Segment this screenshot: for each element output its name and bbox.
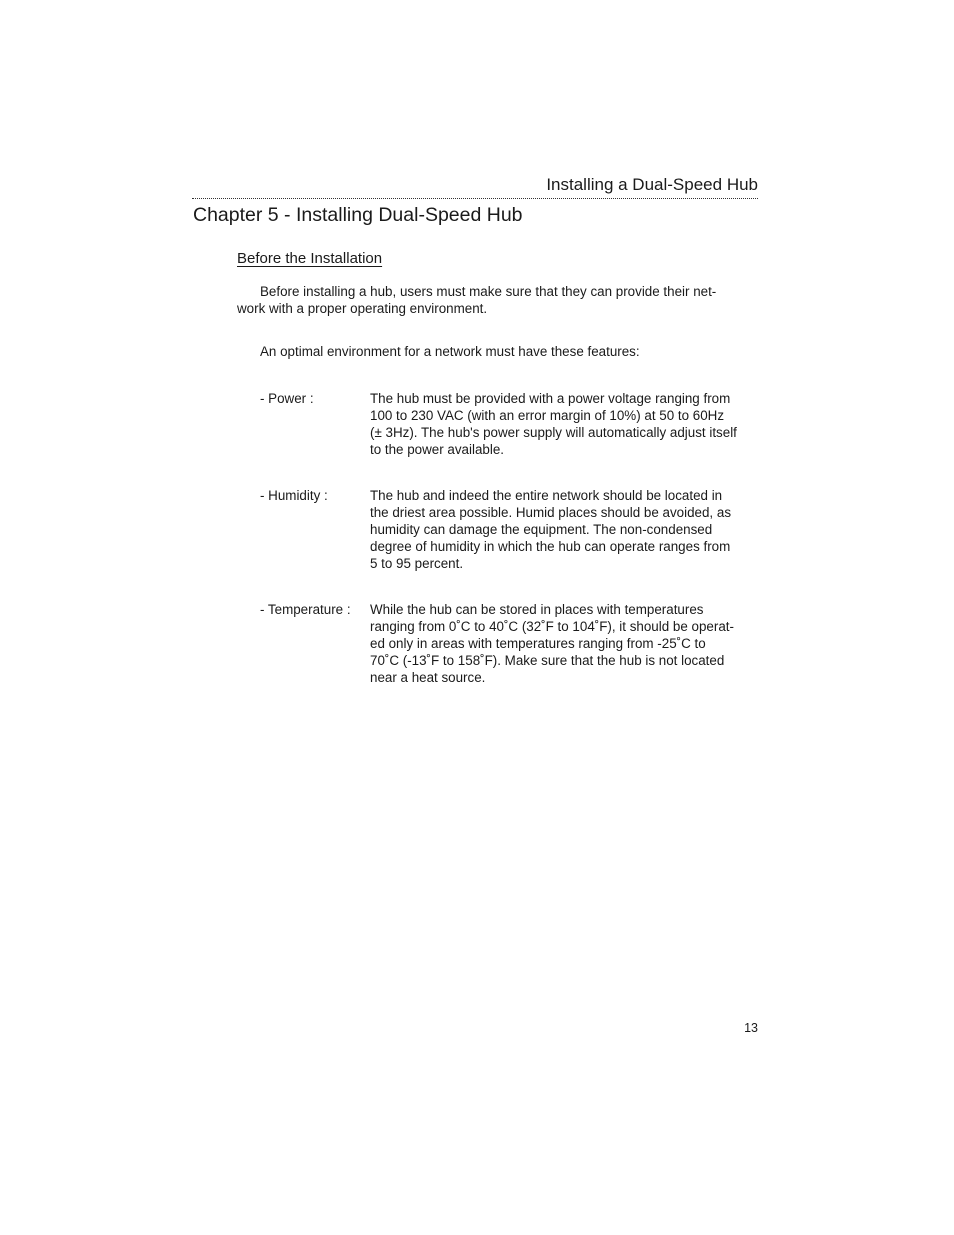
features-lead-text: An optimal environment for a network must have these features: — [260, 344, 640, 359]
feature-line: 70˚C (-13˚F to 158˚F). Make sure that the hub is not located — [370, 653, 725, 668]
feature-line: 5 to 95 percent. — [370, 556, 464, 571]
feature-line: The hub must be provided with a power voltage ranging from — [370, 391, 731, 406]
feature-line: (± 3Hz). The hub's power supply will automatically adjust itself — [370, 425, 737, 440]
section-title: Before the Installation — [237, 250, 383, 267]
feature-line: humidity can damage the equipment. The non-condensed — [370, 522, 713, 537]
feature-line: degree of humidity in which the hub can operate ranges from — [370, 539, 731, 554]
feature-label: - Humidity : — [260, 488, 328, 503]
running-header: Installing a Dual-Speed Hub — [546, 175, 758, 194]
feature-line: near a heat source. — [370, 670, 486, 685]
feature-label: - Temperature : — [260, 602, 351, 617]
header-divider — [192, 198, 758, 199]
intro-line: Before installing a hub, users must make sure that they can provide their net- — [260, 284, 717, 299]
features-lead-paragraph — [237, 343, 759, 360]
intro-line: work with a proper operating environment. — [237, 301, 488, 316]
intro-paragraph — [237, 283, 759, 317]
feature-line: the driest area possible. Humid places should be avoided, as — [370, 505, 732, 520]
feature-line: The hub and indeed the entire network should be located in — [370, 488, 723, 503]
feature-line: 100 to 230 VAC (with an error margin of 10%) at 50 to 60Hz — [370, 408, 725, 423]
feature-label: - Power : — [260, 391, 314, 406]
feature-description — [370, 601, 760, 686]
chapter-title: Chapter 5 - Installing Dual-Speed Hub — [193, 204, 523, 226]
feature-line: to the power available. — [370, 442, 504, 457]
feature-line: ranging from 0˚C to 40˚C (32˚F to 104˚F), it should be operat- — [370, 619, 734, 634]
feature-line: While the hub can be stored in places with temperatures — [370, 602, 704, 617]
feature-line: ed only in areas with temperatures ranging from -25˚C to — [370, 636, 706, 651]
page-number: 13 — [744, 1021, 758, 1035]
feature-description — [370, 390, 760, 458]
feature-description — [370, 487, 760, 572]
